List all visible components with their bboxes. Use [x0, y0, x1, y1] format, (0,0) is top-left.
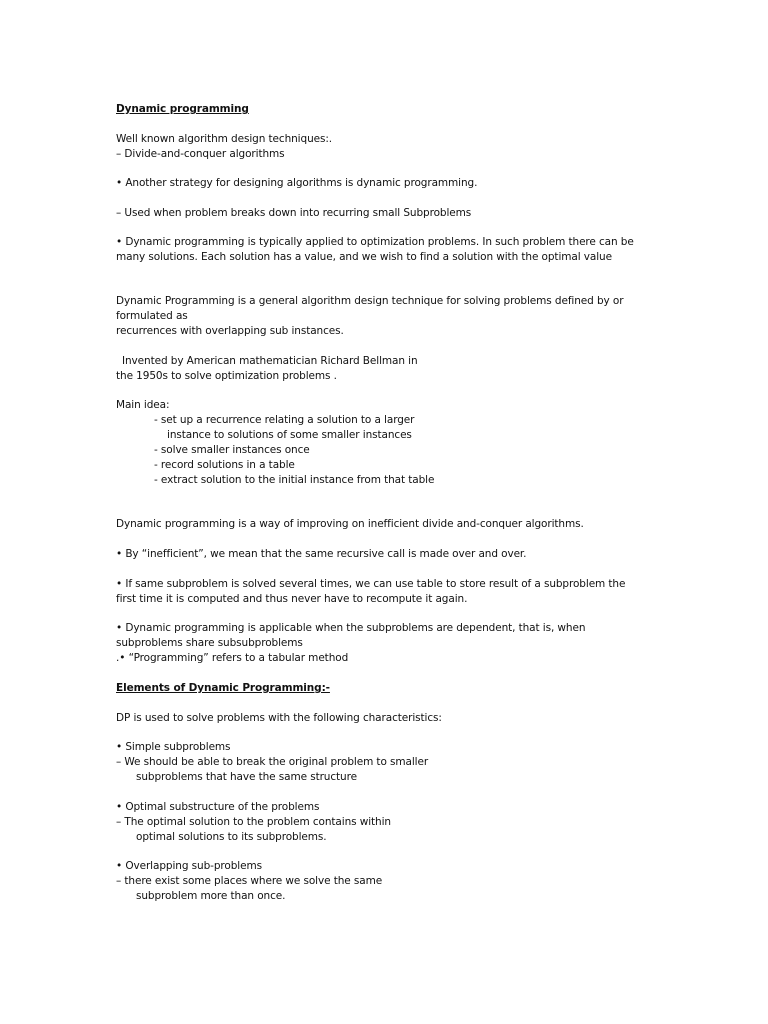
- paragraph-line: Invented by American mathematician Richard Bellman in: [122, 355, 418, 367]
- list-item: subproblems that have the same structure: [136, 771, 357, 783]
- section-heading: Elements of Dynamic Programming:-: [116, 682, 330, 694]
- bullet-line: • By “inefficient”, we mean that the same recursive call is made over and over.: [116, 548, 527, 560]
- paragraph-line: – Used when problem breaks down into recurring small Subproblems: [116, 207, 472, 219]
- paragraph-line: recurrences with overlapping sub instances.: [116, 325, 344, 337]
- list-item: - extract solution to the initial instance from that table: [154, 474, 435, 486]
- bullet-line: • Dynamic programming is applicable when the subproblems are dependent, that is, when: [116, 622, 586, 634]
- paragraph-line: Dynamic Programming is a general algorithm design technique for solving problems defined by or: [116, 295, 624, 307]
- paragraph-line: subproblems share subsubproblems: [116, 637, 303, 649]
- list-item: optimal solutions to its subproblems.: [136, 831, 327, 843]
- bullet-line: • Dynamic programming is typically applied to optimization problems. In such problem there can be: [116, 236, 634, 248]
- list-item: – The optimal solution to the problem contains within: [116, 816, 391, 828]
- list-item: - set up a recurrence relating a solution to a larger: [154, 414, 415, 426]
- paragraph-line: the 1950s to solve optimization problems .: [116, 370, 337, 382]
- list-item: subproblem more than once.: [136, 890, 286, 902]
- list-item: - solve smaller instances once: [154, 444, 310, 456]
- bullet-line: • Simple subproblems: [116, 741, 231, 753]
- bullet-line: • If same subproblem is solved several times, we can use table to store result of a subproblem the: [116, 578, 626, 590]
- list-item: - record solutions in a table: [154, 459, 295, 471]
- page-title: Dynamic programming: [116, 103, 249, 115]
- paragraph-line: – Divide-and-conquer algorithms: [116, 148, 285, 160]
- bullet-line: .• “Programming” refers to a tabular method: [116, 652, 349, 664]
- bullet-line: • Overlapping sub-problems: [116, 860, 262, 872]
- paragraph-line: first time it is computed and thus never have to recompute it again.: [116, 593, 468, 605]
- list-item: – We should be able to break the original problem to smaller: [116, 756, 429, 768]
- list-item: – there exist some places where we solve the same: [116, 875, 383, 887]
- bullet-line: • Another strategy for designing algorithms is dynamic programming.: [116, 177, 478, 189]
- paragraph-line: Dynamic programming is a way of improving on inefficient divide and-conquer algorithms.: [116, 518, 584, 530]
- paragraph-line: Well known algorithm design techniques:.: [116, 133, 333, 145]
- section-label: Main idea:: [116, 399, 170, 411]
- list-item: instance to solutions of some smaller instances: [167, 429, 412, 441]
- paragraph-line: DP is used to solve problems with the following characteristics:: [116, 712, 442, 724]
- paragraph-line: many solutions. Each solution has a value, and we wish to find a solution with the optimal value: [116, 251, 612, 263]
- bullet-line: • Optimal substructure of the problems: [116, 801, 320, 813]
- paragraph-line: formulated as: [116, 310, 188, 322]
